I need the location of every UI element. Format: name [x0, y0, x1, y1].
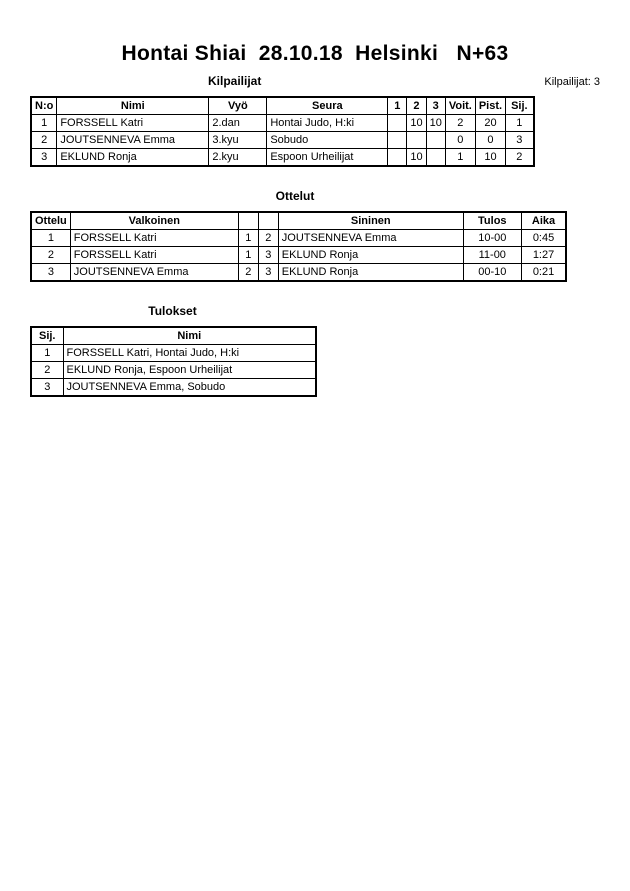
- header-cell-points: Pist.: [475, 97, 505, 115]
- competitor-wins: 1: [445, 149, 475, 167]
- competitors-header-row: [30, 74, 600, 88]
- match-blue-no: 2: [258, 230, 278, 247]
- header-cell-match3: 3: [426, 97, 445, 115]
- header-cell-result: Tulos: [463, 212, 521, 230]
- competitor-name: EKLUND Ronja: [57, 149, 209, 167]
- match-row: [31, 264, 566, 282]
- header-cell-blue-no: [258, 212, 278, 230]
- competitor-row: [31, 149, 534, 167]
- competitors-header: [31, 97, 534, 115]
- match-white-name: JOUTSENNEVA Emma: [70, 264, 238, 282]
- match-blue-no: 3: [258, 247, 278, 264]
- match-time: 0:21: [521, 264, 566, 282]
- result-row: [31, 362, 316, 379]
- match-no: 2: [31, 247, 70, 264]
- match-white-no: 2: [238, 264, 258, 282]
- competitor-name: FORSSELL Katri: [57, 115, 209, 132]
- header-cell-white: Valkoinen: [70, 212, 238, 230]
- result-name: EKLUND Ronja, Espoon Urheilijat: [63, 362, 316, 379]
- header-cell-blue: Sininen: [278, 212, 463, 230]
- competitor-club: Hontai Judo, H:ki: [267, 115, 388, 132]
- competitor-match3: [426, 149, 445, 167]
- match-blue-name: EKLUND Ronja: [278, 247, 463, 264]
- competitor-belt: 2.dan: [209, 115, 267, 132]
- match-time: 0:45: [521, 230, 566, 247]
- result-place: 1: [31, 345, 63, 362]
- results-table: [30, 326, 317, 397]
- match-row: [31, 230, 566, 247]
- competitor-match2: [407, 132, 426, 149]
- competitor-points: 20: [475, 115, 505, 132]
- competitor-place: 2: [506, 149, 534, 167]
- competitors-count: Kilpailijat: 3: [544, 76, 600, 88]
- match-row: [31, 247, 566, 264]
- competitor-match2: 10: [407, 115, 426, 132]
- result-name: JOUTSENNEVA Emma, Sobudo: [63, 379, 316, 397]
- competitor-match3: 10: [426, 115, 445, 132]
- result-place: 3: [31, 379, 63, 397]
- competitor-no: 2: [31, 132, 57, 149]
- header-cell-white-no: [238, 212, 258, 230]
- competitor-row: [31, 115, 534, 132]
- competitor-place: 3: [506, 132, 534, 149]
- competitor-points: 0: [475, 132, 505, 149]
- competitor-belt: 2.kyu: [209, 149, 267, 167]
- competitor-match1: [388, 115, 407, 132]
- match-time: 1:27: [521, 247, 566, 264]
- competitor-no: 3: [31, 149, 57, 167]
- competitor-points: 10: [475, 149, 505, 167]
- match-no: 1: [31, 230, 70, 247]
- competitor-wins: 0: [445, 132, 475, 149]
- competitor-match2: 10: [407, 149, 426, 167]
- header-cell-match-no: Ottelu: [31, 212, 70, 230]
- header-cell-no: N:o: [31, 97, 57, 115]
- competitor-wins: 2: [445, 115, 475, 132]
- match-blue-no: 3: [258, 264, 278, 282]
- match-white-no: 1: [238, 230, 258, 247]
- competitor-match3: [426, 132, 445, 149]
- competitor-match1: [388, 149, 407, 167]
- competitor-match1: [388, 132, 407, 149]
- competitors-section-title: Kilpailijat: [208, 74, 262, 88]
- match-result: 11-00: [463, 247, 521, 264]
- header-cell-place: Sij.: [31, 327, 63, 345]
- result-row: [31, 345, 316, 362]
- header-cell-match2: 2: [407, 97, 426, 115]
- result-row: [31, 379, 316, 397]
- matches-header: [31, 212, 566, 230]
- header-cell-match1: 1: [388, 97, 407, 115]
- report-page: [0, 0, 630, 397]
- header-cell-name: Nimi: [57, 97, 209, 115]
- competitors-table: [30, 96, 535, 167]
- header-cell-wins: Voit.: [445, 97, 475, 115]
- competitor-club: Espoon Urheilijat: [267, 149, 388, 167]
- matches-table: [30, 211, 567, 282]
- header-cell-club: Seura: [267, 97, 388, 115]
- page-title: Hontai Shiai 28.10.18 Helsinki N+63: [121, 42, 509, 65]
- results-header: [31, 327, 316, 345]
- header-cell-belt: Vyö: [209, 97, 267, 115]
- match-blue-name: JOUTSENNEVA Emma: [278, 230, 463, 247]
- header-cell-time: Aika: [521, 212, 566, 230]
- match-result: 10-00: [463, 230, 521, 247]
- result-name: FORSSELL Katri, Hontai Judo, H:ki: [63, 345, 316, 362]
- competitor-row: [31, 132, 534, 149]
- match-white-name: FORSSELL Katri: [70, 230, 238, 247]
- competitor-no: 1: [31, 115, 57, 132]
- result-place: 2: [31, 362, 63, 379]
- match-result: 00-10: [463, 264, 521, 282]
- competitor-club: Sobudo: [267, 132, 388, 149]
- competitor-name: JOUTSENNEVA Emma: [57, 132, 209, 149]
- match-blue-name: EKLUND Ronja: [278, 264, 463, 282]
- match-white-no: 1: [238, 247, 258, 264]
- header-cell-place: Sij.: [506, 97, 534, 115]
- match-no: 3: [31, 264, 70, 282]
- matches-section-title: Ottelut: [275, 189, 315, 203]
- match-white-name: FORSSELL Katri: [70, 247, 238, 264]
- results-section-title: Tulokset: [148, 304, 197, 318]
- competitor-place: 1: [506, 115, 534, 132]
- competitor-belt: 3.kyu: [209, 132, 267, 149]
- header-cell-name: Nimi: [63, 327, 316, 345]
